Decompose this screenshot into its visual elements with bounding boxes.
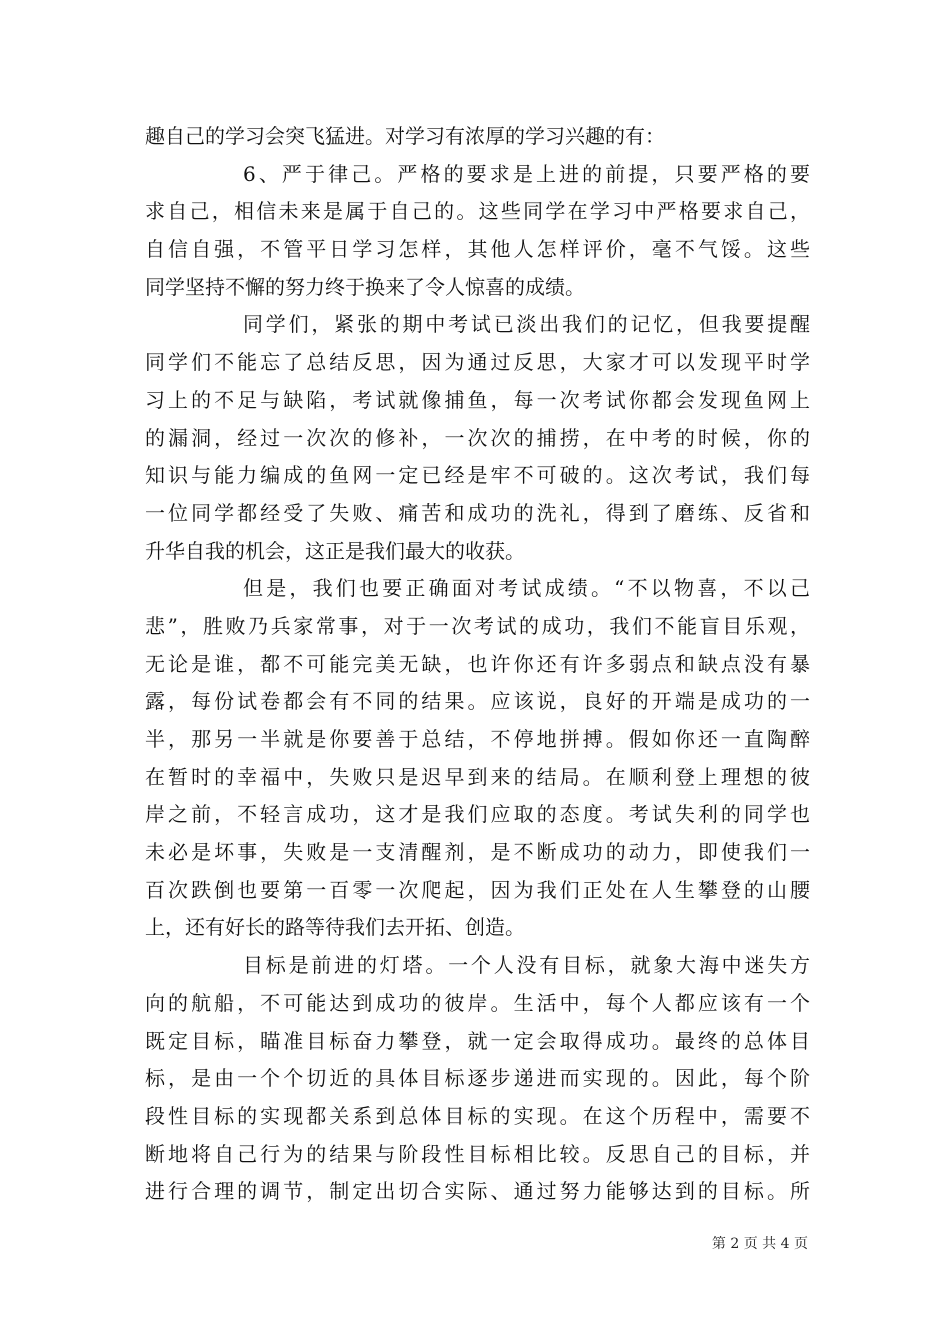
page-footer: 第 2 页 共 4 页 xyxy=(711,1236,808,1252)
text-line: 求自己，相信未来是属于自己的。这些同学在学习中严格要求自己， xyxy=(145,199,810,224)
text-line: 的漏洞，经过一次次的修补，一次次的捕捞，在中考的时候，你的 xyxy=(145,425,810,450)
text-line: 目标是前进的灯塔。一个人没有目标，就象大海中迷失方 xyxy=(243,953,810,978)
text-line: 6、严于律己。严格的要求是上进的前提，只要严格的要 xyxy=(243,161,810,186)
text-line: 自信自强，不管平日学习怎样，其他人怎样评价，毫不气馁。这些 xyxy=(145,237,810,262)
body-text xyxy=(145,118,810,1211)
text-line: 岸之前，不轻言成功，这才是我们应取的态度。考试失利的同学也 xyxy=(145,802,810,827)
text-line: 段性目标的实现都关系到总体目标的实现。在这个历程中，需要不 xyxy=(145,1103,810,1128)
text-line: 同学们，紧张的期中考试已淡出我们的记忆，但我要提醒 xyxy=(243,312,810,337)
text-line: 同学坚持不懈的努力终于换来了令人惊喜的成绩。 xyxy=(145,274,585,299)
text-line: 既定目标，瞄准目标奋力攀登，就一定会取得成功。最终的总体目 xyxy=(145,1028,810,1053)
text-line: 知识与能力编成的鱼网一定已经是牢不可破的。这次考试，我们每 xyxy=(145,463,810,488)
text-line: 趣自己的学习会突飞猛进。对学习有浓厚的学习兴趣的有： xyxy=(145,124,665,148)
text-line: 标，是由一个个切近的具体目标逐步递进而实现的。因此，每个阶 xyxy=(145,1066,810,1091)
text-line: 进行合理的调节，制定出切合实际、通过努力能够达到的目标。所 xyxy=(145,1179,810,1204)
text-line: 无论是谁，都不可能完美无缺，也许你还有许多弱点和缺点没有暴 xyxy=(145,651,810,676)
text-line: 上，还有好长的路等待我们去开拓、创造。 xyxy=(145,915,525,940)
text-line: 未必是坏事，失败是一支清醒剂，是不断成功的动力，即使我们一 xyxy=(145,840,810,865)
text-line: 在暂时的幸福中，失败只是迟早到来的结局。在顺利登上理想的彼 xyxy=(145,764,810,789)
text-line: 露，每份试卷都会有不同的结果。应该说，良好的开端是成功的一 xyxy=(145,689,810,714)
text-line: 但是，我们也要正确面对考试成绩。“不以物喜，不以己 xyxy=(243,576,810,601)
text-line: 升华自我的机会，这正是我们最大的收获。 xyxy=(145,538,525,563)
text-line: 半，那另一半就是你要善于总结，不停地拼搏。假如你还一直陶醉 xyxy=(145,727,810,751)
text-line: 百次跌倒也要第一百零一次爬起，因为我们正处在人生攀登的山腰 xyxy=(145,877,810,902)
text-line: 悲”，胜败乃兵家常事，对于一次考试的成功，我们不能盲目乐观， xyxy=(145,613,810,638)
text-line: 向的航船，不可能达到成功的彼岸。生活中，每个人都应该有一个 xyxy=(145,990,810,1015)
text-line: 同学们不能忘了总结反思，因为通过反思，大家才可以发现平时学 xyxy=(145,350,810,375)
text-line: 习上的不足与缺陷，考试就像捕鱼，每一次考试你都会发现鱼网上 xyxy=(145,387,810,412)
text-line: 一位同学都经受了失败、痛苦和成功的洗礼，得到了磨练、反省和 xyxy=(145,500,810,525)
text-line: 断地将自己行为的结果与阶段性目标相比较。反思自己的目标，并 xyxy=(145,1141,810,1166)
